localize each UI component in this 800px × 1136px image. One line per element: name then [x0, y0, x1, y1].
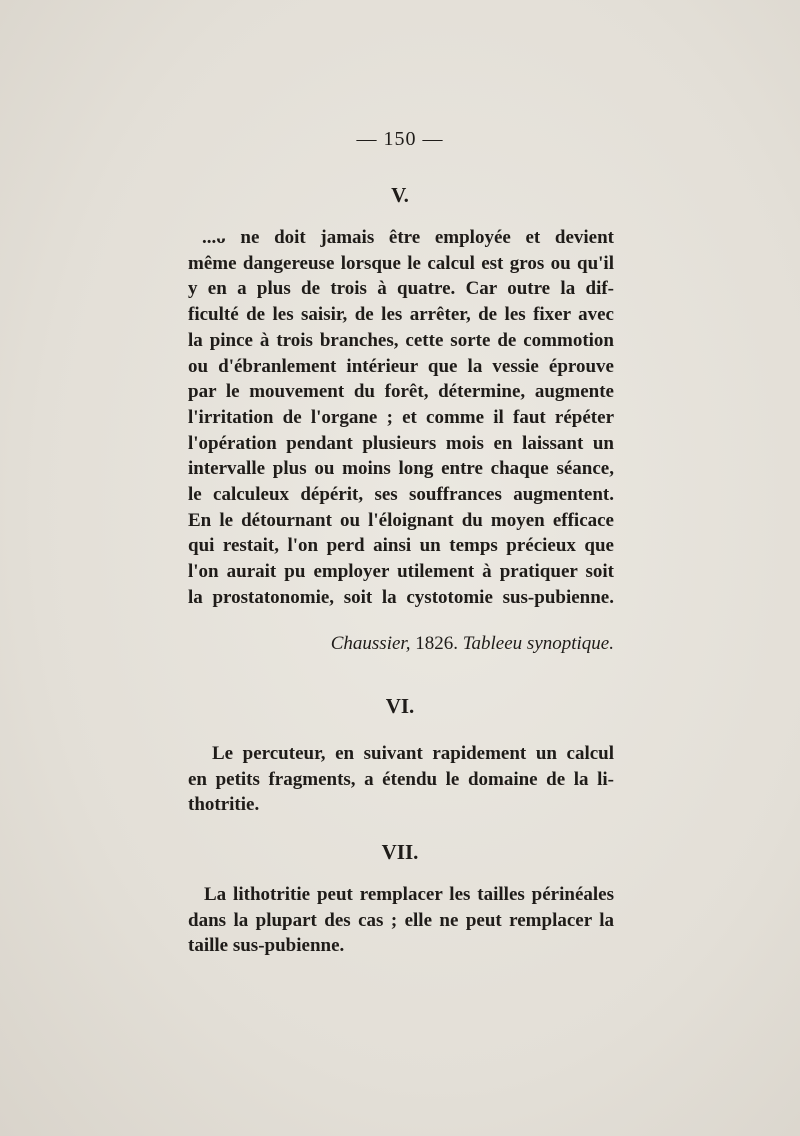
text-line: taille sus-pubienne.	[188, 935, 345, 957]
text-line: Le percuteur, en suivant rapidement un calcul	[212, 743, 614, 764]
text-line: même dangereuse lorsque le calcul est gros ou qu'il	[188, 252, 614, 274]
text-line: la prostatonomie, soit la cystotomie sus-pubienne.	[188, 586, 614, 608]
citation	[188, 633, 614, 655]
text-line: par le mouvement du forêt, détermine, augmente	[188, 381, 614, 403]
section-heading-vii: VII.	[381, 840, 419, 864]
citation-author: Chaussier,	[330, 633, 411, 654]
text-line: dans la plupart des cas ; elle ne peut remplacer la	[188, 909, 614, 931]
text-line: la pince à trois branches, cette sorte de commotion	[188, 329, 614, 351]
text-line: y en a plus de trois à quatre. Car outre la dif-	[188, 278, 614, 300]
text-line: ou d'ébranlement intérieur que la vessie éprouve	[188, 355, 614, 377]
text-line: l'irritation de l'organe ; et comme il faut répéter	[188, 406, 614, 428]
citation-year: 1826.	[415, 633, 458, 654]
text-line: ficulté de les saisir, de les arrêter, de les fixer avec	[188, 304, 614, 326]
page-number: — 150 —	[356, 128, 444, 150]
text-line: qui restait, l'on perd ainsi un temps précieux que	[188, 535, 614, 557]
text-line: intervalle plus ou moins long entre chaque séance,	[188, 458, 614, 480]
text-line: ﻿...ᴗ ne doit jamais être employée et devient	[202, 227, 614, 248]
section-heading-v: V.	[391, 183, 409, 207]
citation-work: Tableeu synoptique.	[462, 633, 614, 654]
text-line: En le détournant ou l'éloignant du moyen efficace	[188, 509, 614, 531]
text-line: le calculeux dépérit, ses souffrances augmentent.	[188, 484, 614, 506]
text-line: thotritie.	[188, 794, 260, 816]
paragraph-vii	[188, 882, 614, 959]
paragraph-vi	[188, 741, 614, 818]
text-line: l'on aurait pu employer utilement à pratiquer soit	[188, 561, 614, 583]
text-line: en petits fragments, a étendu le domaine de la li-	[188, 768, 614, 790]
paragraph-v	[188, 225, 614, 611]
text-line: La lithotritie peut remplacer les tailles périnéales	[204, 884, 614, 905]
section-heading-vi: VI.	[385, 694, 415, 718]
text-line: l'opération pendant plusieurs mois en laissant un	[188, 432, 614, 454]
